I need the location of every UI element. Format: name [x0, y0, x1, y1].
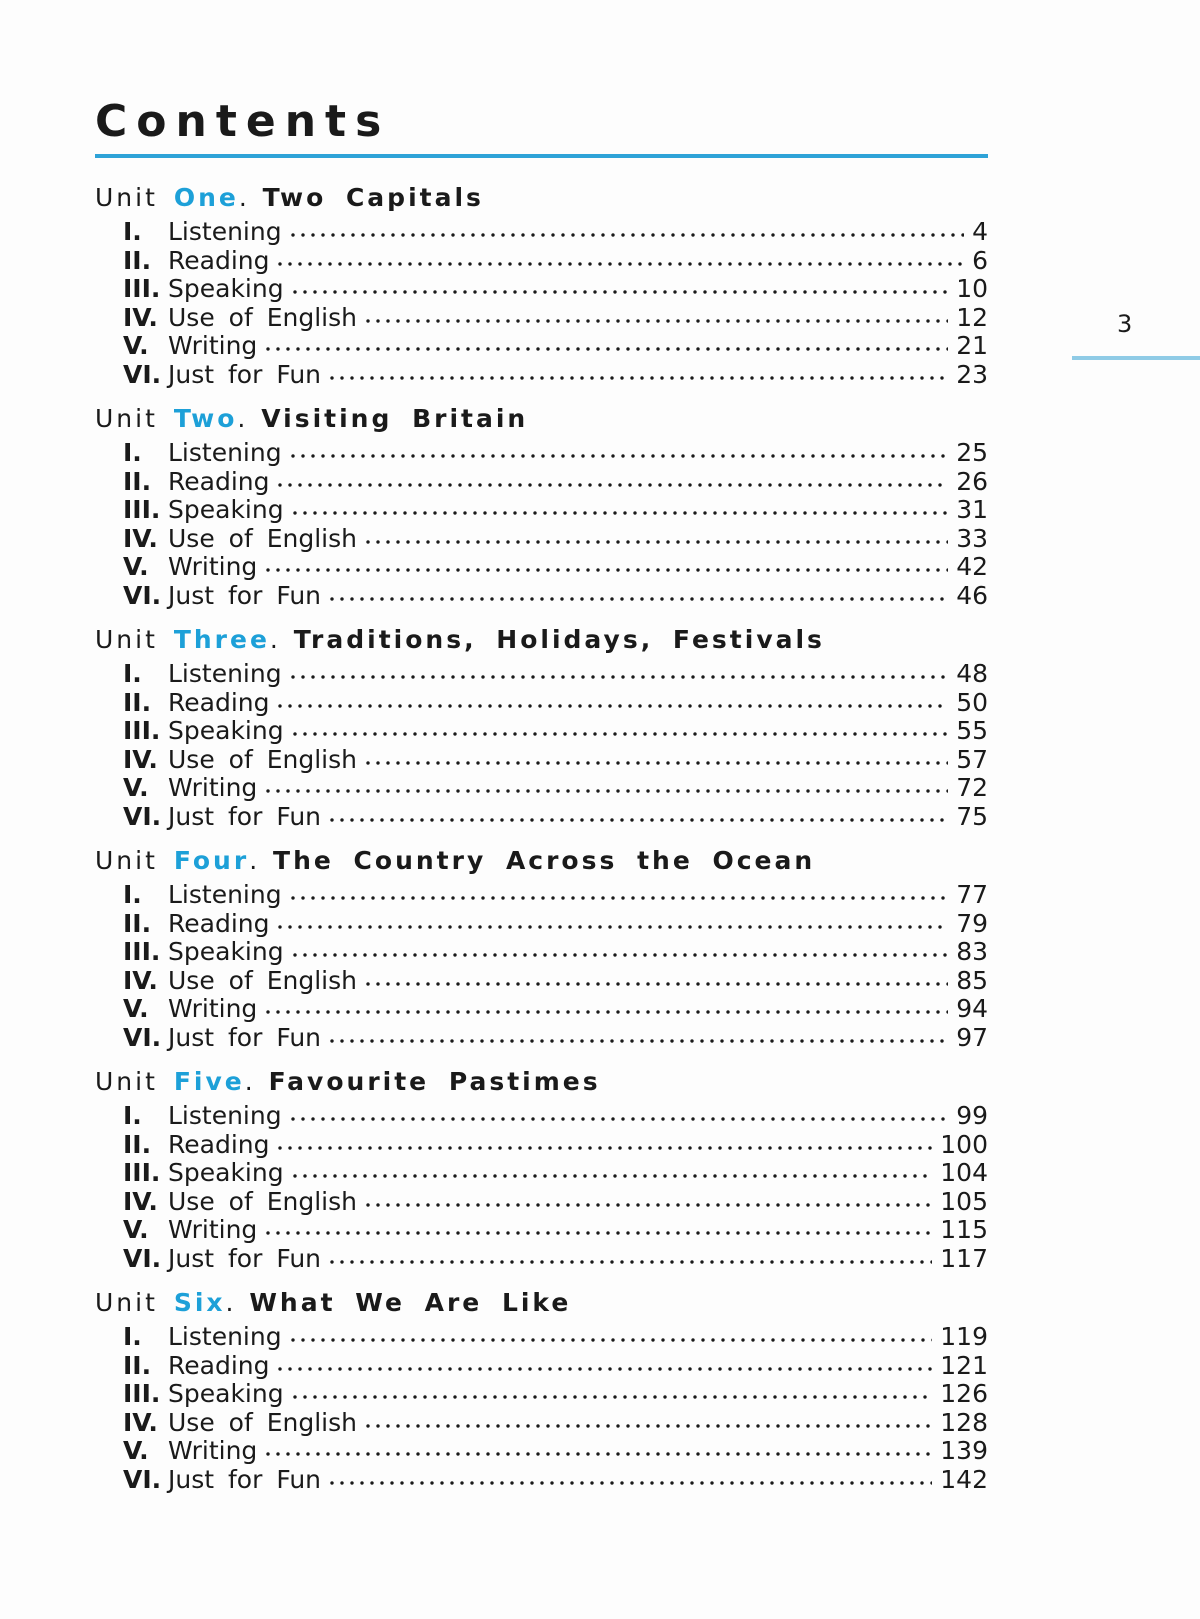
unit-heading[interactable]: Unit Five. Favourite Pastimes [95, 1067, 601, 1096]
entry-numeral: V. [123, 552, 149, 581]
entry-numeral: III. [123, 937, 161, 966]
dot-leader [290, 1165, 932, 1187]
dot-leader [327, 1251, 932, 1273]
unit-heading[interactable]: Unit One. Two Capitals [95, 183, 484, 212]
dot-leader [290, 944, 948, 966]
dot-leader [327, 1472, 932, 1494]
entry-page-number: 83 [956, 937, 988, 966]
dot-leader [288, 1329, 932, 1351]
entry-label: Use of English [168, 302, 357, 332]
entry-numeral: III. [123, 495, 161, 524]
entry-label: Use of English [168, 1186, 357, 1216]
entry-page-number: 48 [956, 659, 988, 688]
unit-number: Four [173, 846, 250, 875]
entry-page-number: 12 [956, 302, 988, 332]
entry-page-number: 100 [940, 1129, 988, 1159]
entry-label: Speaking [168, 274, 284, 303]
toc-entry[interactable] [95, 218, 988, 247]
entry-numeral: V. [123, 331, 149, 360]
toc-entry[interactable] [95, 910, 988, 939]
entry-label: Reading [168, 908, 270, 938]
unit-title: Two Capitals [262, 183, 484, 212]
entry-page-number: 139 [940, 1436, 988, 1465]
unit-label: Unit [95, 1288, 158, 1317]
entry-numeral: IV. [123, 523, 158, 553]
entry-label: Writing [168, 331, 258, 360]
entry-label: Writing [168, 552, 258, 581]
entry-label: Writing [168, 994, 258, 1023]
dot-leader [275, 474, 948, 496]
entry-page-number: 55 [956, 716, 988, 745]
entry-numeral: III. [123, 274, 161, 303]
toc-entry[interactable] [95, 332, 988, 361]
unit-label: Unit [95, 183, 158, 212]
toc-entry[interactable] [95, 1159, 988, 1188]
toc-entry[interactable] [95, 1437, 988, 1466]
entry-numeral: I. [123, 217, 142, 246]
unit-section [95, 620, 988, 841]
toc-entry[interactable] [95, 995, 988, 1024]
toc-entry[interactable] [95, 803, 988, 832]
toc-entry[interactable] [95, 1188, 988, 1217]
toc-entry[interactable] [95, 689, 988, 718]
entry-page-number: 21 [956, 331, 988, 360]
dot-leader [288, 224, 964, 246]
entry-numeral: VI. [123, 1243, 162, 1273]
unit-title: The Country Across the Ocean [273, 846, 816, 875]
entry-page-number: 6 [972, 245, 988, 275]
unit-heading[interactable]: Unit Six. What We Are Like [95, 1288, 572, 1317]
entry-label: Speaking [168, 716, 284, 745]
title-underline [95, 154, 988, 158]
entry-label: Writing [168, 1215, 258, 1244]
entry-label: Reading [168, 1350, 270, 1380]
toc-entry[interactable] [95, 1352, 988, 1381]
entry-page-number: 94 [956, 994, 988, 1023]
entry-label: Just for Fun [168, 1464, 322, 1494]
toc-entry[interactable] [95, 582, 988, 611]
dot-leader [275, 916, 948, 938]
dot-leader [327, 588, 948, 610]
dot-leader [363, 310, 948, 332]
unit-section [95, 399, 988, 620]
toc-entry[interactable] [95, 1131, 988, 1160]
entry-numeral: IV. [123, 744, 158, 774]
entry-page-number: 25 [956, 438, 988, 467]
entry-numeral: II. [123, 1350, 152, 1380]
entry-label: Reading [168, 245, 270, 275]
entry-label: Reading [168, 1129, 270, 1159]
entry-page-number: 79 [956, 908, 988, 938]
entry-label: Speaking [168, 937, 284, 966]
entry-label: Just for Fun [168, 1022, 322, 1052]
entry-page-number: 23 [956, 359, 988, 389]
entry-page-number: 126 [940, 1379, 988, 1408]
unit-heading[interactable]: Unit Three. Traditions, Holidays, Festivals [95, 625, 825, 654]
entry-page-number: 42 [956, 552, 988, 581]
entry-label: Just for Fun [168, 1243, 322, 1273]
dot-leader [363, 1415, 932, 1437]
entry-label: Use of English [168, 1407, 357, 1437]
toc-entry[interactable] [95, 1409, 988, 1438]
entry-numeral: III. [123, 1379, 161, 1408]
dot-leader [290, 502, 948, 524]
entry-label: Speaking [168, 1158, 284, 1187]
entry-page-number: 26 [956, 466, 988, 496]
unit-title: Visiting Britain [261, 404, 529, 433]
dot-leader [363, 531, 948, 553]
entry-label: Reading [168, 687, 270, 717]
toc-entry[interactable] [95, 1102, 988, 1131]
unit-label: Unit [95, 846, 158, 875]
entry-numeral: II. [123, 1129, 152, 1159]
entry-numeral: VI. [123, 1464, 162, 1494]
dot-leader [288, 1108, 948, 1130]
toc-entry[interactable] [95, 275, 988, 304]
entry-label: Reading [168, 466, 270, 496]
entry-numeral: V. [123, 994, 149, 1023]
entry-label: Use of English [168, 523, 357, 553]
dot-leader [290, 281, 948, 303]
entry-page-number: 99 [956, 1101, 988, 1130]
unit-number: Five [173, 1067, 245, 1096]
unit-heading[interactable]: Unit Four. The Country Across the Ocean [95, 846, 816, 875]
entry-page-number: 33 [956, 523, 988, 553]
entry-label: Listening [168, 1101, 282, 1130]
dot-leader [327, 809, 948, 831]
entry-numeral: II. [123, 908, 152, 938]
entry-numeral: I. [123, 438, 142, 467]
toc-entry[interactable] [95, 525, 988, 554]
entry-numeral: VI. [123, 801, 162, 831]
entry-numeral: III. [123, 1158, 161, 1187]
entry-label: Writing [168, 773, 258, 802]
toc-entry[interactable] [95, 774, 988, 803]
unit-label: Unit [95, 404, 158, 433]
entry-numeral: IV. [123, 302, 158, 332]
entry-numeral: IV. [123, 965, 158, 995]
entry-label: Speaking [168, 1379, 284, 1408]
unit-number: Six [173, 1288, 226, 1317]
entry-numeral: II. [123, 687, 152, 717]
entry-label: Just for Fun [168, 580, 322, 610]
toc-entry[interactable] [95, 717, 988, 746]
entry-numeral: I. [123, 659, 142, 688]
dot-leader [275, 253, 964, 275]
entry-page-number: 72 [956, 773, 988, 802]
dot-leader [263, 338, 948, 360]
entry-numeral: II. [123, 466, 152, 496]
entry-label: Listening [168, 438, 282, 467]
unit-label: Unit [95, 1067, 158, 1096]
toc-entry[interactable] [95, 468, 988, 497]
unit-number: Three [173, 625, 270, 654]
dot-leader [275, 1137, 932, 1159]
entry-label: Just for Fun [168, 801, 322, 831]
entry-numeral: I. [123, 1101, 142, 1130]
entry-page-number: 4 [972, 217, 988, 246]
page-title: Contents [95, 96, 391, 147]
entry-page-number: 77 [956, 880, 988, 909]
toc-entry[interactable] [95, 1245, 988, 1274]
entry-label: Writing [168, 1436, 258, 1465]
entry-page-number: 105 [940, 1186, 988, 1216]
unit-heading[interactable]: Unit Two. Visiting Britain [95, 404, 529, 433]
entry-label: Just for Fun [168, 359, 322, 389]
toc-entry[interactable] [95, 247, 988, 276]
toc-entry[interactable] [95, 439, 988, 468]
page-number-rule [1072, 356, 1200, 360]
toc-entry[interactable] [95, 361, 988, 390]
entry-numeral: VI. [123, 1022, 162, 1052]
entry-page-number: 117 [940, 1243, 988, 1273]
entry-page-number: 75 [956, 801, 988, 831]
entry-label: Listening [168, 659, 282, 688]
entry-page-number: 85 [956, 965, 988, 995]
entry-page-number: 10 [956, 274, 988, 303]
toc-entry[interactable] [95, 660, 988, 689]
unit-number: Two [173, 404, 238, 433]
entry-page-number: 46 [956, 580, 988, 610]
toc-entry[interactable] [95, 1216, 988, 1245]
toc-entry[interactable] [95, 304, 988, 333]
toc-entry[interactable] [95, 496, 988, 525]
unit-title: What We Are Like [249, 1288, 572, 1317]
entry-label: Listening [168, 217, 282, 246]
entry-numeral: V. [123, 1215, 149, 1244]
entry-label: Speaking [168, 495, 284, 524]
dot-leader [263, 1443, 932, 1465]
entry-numeral: III. [123, 716, 161, 745]
entry-numeral: II. [123, 245, 152, 275]
entry-label: Listening [168, 880, 282, 909]
entry-numeral: V. [123, 1436, 149, 1465]
table-of-contents [95, 178, 988, 1504]
toc-entry[interactable] [95, 1323, 988, 1352]
toc-entry[interactable] [95, 1380, 988, 1409]
entry-numeral: I. [123, 1322, 142, 1351]
dot-leader [275, 1358, 932, 1380]
entry-label: Listening [168, 1322, 282, 1351]
unit-section [95, 841, 988, 1062]
entry-numeral: IV. [123, 1407, 158, 1437]
entry-numeral: I. [123, 880, 142, 909]
dot-leader [290, 1386, 932, 1408]
dot-leader [290, 723, 948, 745]
dot-leader [327, 367, 948, 389]
toc-entry[interactable] [95, 881, 988, 910]
dot-leader [327, 1030, 948, 1052]
toc-entry[interactable] [95, 1466, 988, 1495]
unit-section [95, 178, 988, 399]
dot-leader [263, 1222, 932, 1244]
dot-leader [263, 780, 948, 802]
entry-page-number: 121 [940, 1350, 988, 1380]
toc-entry[interactable] [95, 938, 988, 967]
entry-numeral: VI. [123, 359, 162, 389]
dot-leader [363, 752, 948, 774]
entry-page-number: 115 [940, 1215, 988, 1244]
entry-page-number: 119 [940, 1322, 988, 1351]
entry-page-number: 57 [956, 744, 988, 774]
unit-section [95, 1283, 988, 1504]
entry-numeral: VI. [123, 580, 162, 610]
entry-page-number: 31 [956, 495, 988, 524]
dot-leader [275, 695, 948, 717]
entry-page-number: 128 [940, 1407, 988, 1437]
unit-number: One [173, 183, 239, 212]
unit-label: Unit [95, 625, 158, 654]
entry-numeral: V. [123, 773, 149, 802]
entry-page-number: 50 [956, 687, 988, 717]
unit-title: Traditions, Holidays, Festivals [293, 625, 825, 654]
entry-page-number: 142 [940, 1464, 988, 1494]
toc-entry[interactable] [95, 1024, 988, 1053]
dot-leader [288, 666, 948, 688]
dot-leader [363, 1194, 932, 1216]
page-number: 3 [1117, 310, 1133, 338]
dot-leader [263, 559, 948, 581]
entry-label: Use of English [168, 744, 357, 774]
entry-label: Use of English [168, 965, 357, 995]
entry-page-number: 104 [940, 1158, 988, 1187]
dot-leader [263, 1001, 948, 1023]
toc-entry[interactable] [95, 553, 988, 582]
toc-entry[interactable] [95, 967, 988, 996]
unit-title: Favourite Pastimes [268, 1067, 601, 1096]
toc-entry[interactable] [95, 746, 988, 775]
entry-numeral: IV. [123, 1186, 158, 1216]
dot-leader [288, 445, 948, 467]
dot-leader [288, 887, 948, 909]
unit-section [95, 1062, 988, 1283]
dot-leader [363, 973, 948, 995]
entry-page-number: 97 [956, 1022, 988, 1052]
